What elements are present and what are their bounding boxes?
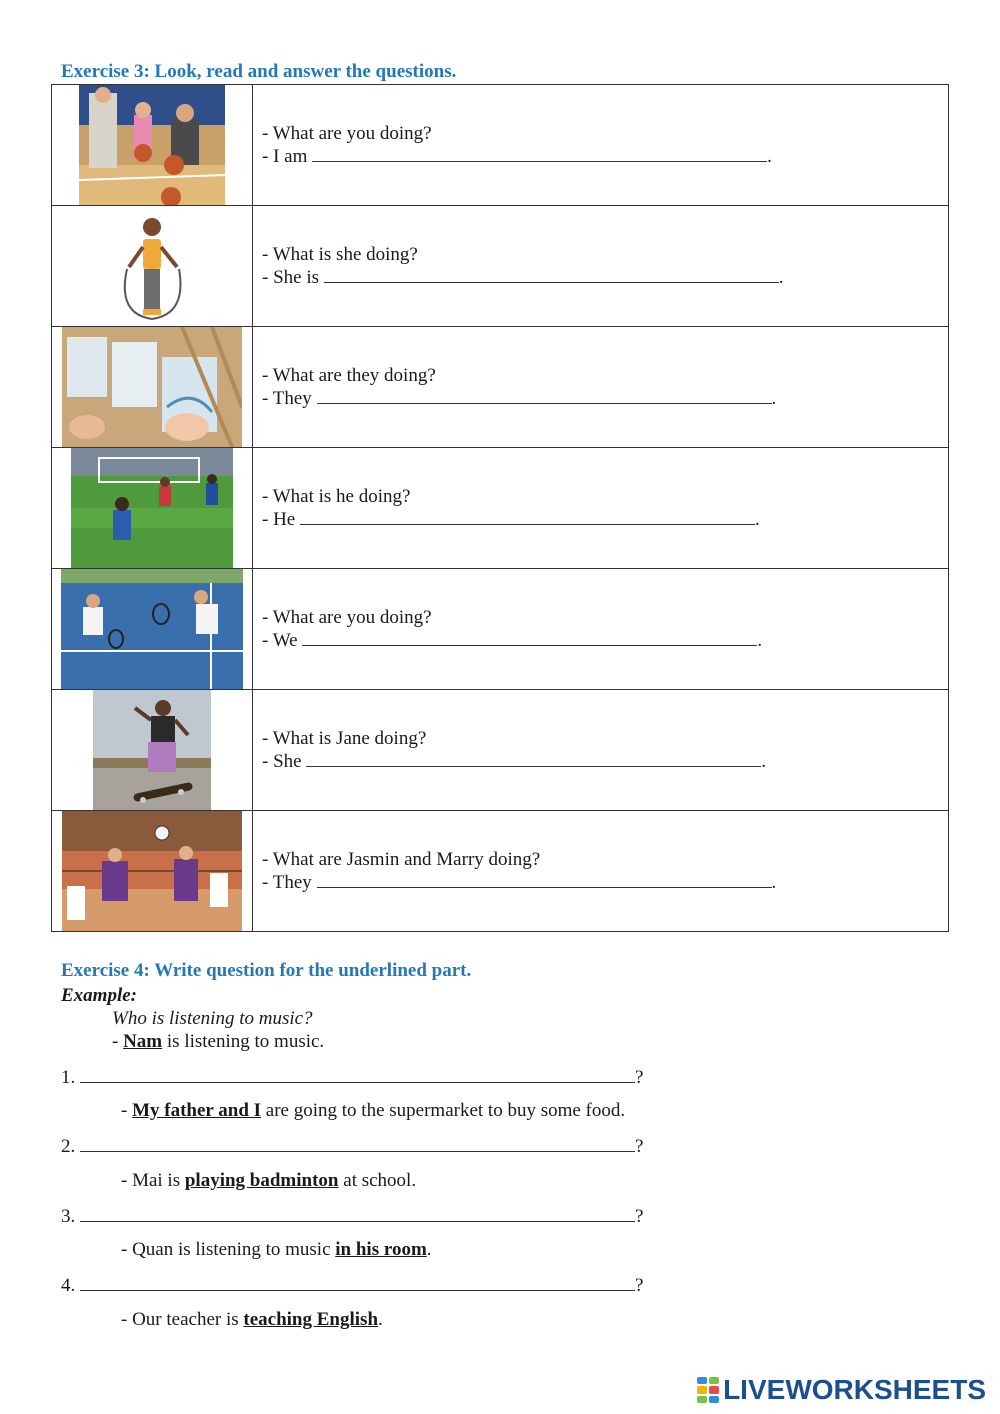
exercise4-item-1 <box>61 1066 643 1089</box>
football-photo-icon <box>71 448 233 568</box>
question-blank[interactable] <box>80 1205 635 1222</box>
painting-photo-icon <box>62 327 242 447</box>
item-number: 3. <box>61 1206 76 1227</box>
answer-blank[interactable] <box>302 629 757 646</box>
exercise4-sentence-1: - My father and I are going to the supermarket to buy some food. <box>121 1100 626 1121</box>
underlined-part: Nam <box>123 1031 163 1052</box>
exercise4-sentence-4: - Our teacher is teaching English. <box>121 1309 383 1330</box>
answer-end: . <box>757 630 763 651</box>
answer-blank[interactable] <box>306 750 761 767</box>
underlined-part: in his room <box>335 1239 427 1260</box>
answer-blank[interactable] <box>317 871 772 888</box>
answer-end: . <box>754 509 760 530</box>
answer-prefix: - He <box>262 509 296 530</box>
volleyball-photo-icon <box>62 811 242 931</box>
underlined-part: teaching English <box>243 1309 379 1330</box>
image-cell <box>52 811 253 932</box>
answer-prefix: - We <box>262 630 298 651</box>
question-text: - What is he doing? <box>262 486 411 507</box>
question-cell <box>253 569 949 690</box>
answer-prefix: - I am <box>262 146 308 167</box>
exercise4-item-2 <box>61 1135 643 1158</box>
image-cell <box>52 327 253 448</box>
example-label: Example: <box>61 985 137 1006</box>
question-text: - What are Jasmin and Marry doing? <box>262 849 541 870</box>
item-number: 2. <box>61 1136 76 1157</box>
skateboard-photo-icon <box>93 690 211 810</box>
table-row <box>52 327 949 448</box>
logo-text: LIVEWORKSHEETS <box>723 1374 986 1405</box>
example-question: Who is listening to music? <box>112 1008 313 1029</box>
image-cell <box>52 569 253 690</box>
answer-end: . <box>778 267 784 288</box>
answer-blank[interactable] <box>317 387 772 404</box>
basketball-photo-icon <box>79 85 225 205</box>
question-end: ? <box>635 1275 644 1296</box>
exercise3-table <box>51 84 949 932</box>
exercise4-title: Exercise 4: Write question for the underlined part. <box>61 960 472 981</box>
image-cell <box>52 206 253 327</box>
question-text: - What are you doing? <box>262 123 432 144</box>
image-cell <box>52 448 253 569</box>
question-text: - What is Jane doing? <box>262 728 427 749</box>
question-end: ? <box>635 1067 644 1088</box>
answer-prefix: - They <box>262 388 312 409</box>
image-cell <box>52 690 253 811</box>
exercise4-sentence-3: - Quan is listening to music in his room. <box>121 1239 432 1260</box>
question-blank[interactable] <box>80 1066 635 1083</box>
answer-blank[interactable] <box>312 145 767 162</box>
table-row <box>52 690 949 811</box>
answer-blank[interactable] <box>300 508 755 525</box>
liveworksheets-logo-icon <box>697 1377 719 1403</box>
question-cell <box>253 206 949 327</box>
underlined-part: playing badminton <box>184 1170 339 1191</box>
answer-prefix: - They <box>262 872 312 893</box>
question-cell <box>253 690 949 811</box>
question-cell <box>253 448 949 569</box>
answer-prefix: - She is <box>262 267 319 288</box>
answer-end: . <box>761 751 767 772</box>
skipping-rope-photo-icon <box>107 209 197 324</box>
answer-end: . <box>767 146 772 167</box>
item-number: 1. <box>61 1067 76 1088</box>
answer-prefix: - She <box>262 751 302 772</box>
tennis-photo-icon <box>61 569 243 689</box>
table-row <box>52 811 949 932</box>
question-text: - What are they doing? <box>262 365 436 386</box>
exercise3-title: Exercise 3: Look, read and answer the questions. <box>61 61 457 82</box>
question-blank[interactable] <box>80 1274 635 1291</box>
example-answer: - Nam is listening to music. <box>112 1031 325 1052</box>
table-row <box>52 85 949 206</box>
table-row <box>52 448 949 569</box>
liveworksheets-logo <box>697 1374 986 1406</box>
answer-end: . <box>771 388 777 409</box>
question-end: ? <box>635 1206 644 1227</box>
image-cell <box>52 85 253 206</box>
question-cell <box>253 811 949 932</box>
table-row <box>52 569 949 690</box>
answer-end: . <box>771 872 777 893</box>
exercise4-item-4 <box>61 1274 643 1297</box>
question-blank[interactable] <box>80 1135 635 1152</box>
question-cell <box>253 327 949 448</box>
answer-blank[interactable] <box>324 266 779 283</box>
question-text: - What is she doing? <box>262 244 418 265</box>
underlined-part: My father and I <box>132 1100 262 1121</box>
question-cell <box>253 85 949 206</box>
exercise4-item-3 <box>61 1205 643 1228</box>
exercise4-sentence-2: - Mai is playing badminton at school. <box>121 1170 417 1191</box>
question-text: - What are you doing? <box>262 607 432 628</box>
question-end: ? <box>635 1136 644 1157</box>
table-row <box>52 206 949 327</box>
item-number: 4. <box>61 1275 76 1296</box>
